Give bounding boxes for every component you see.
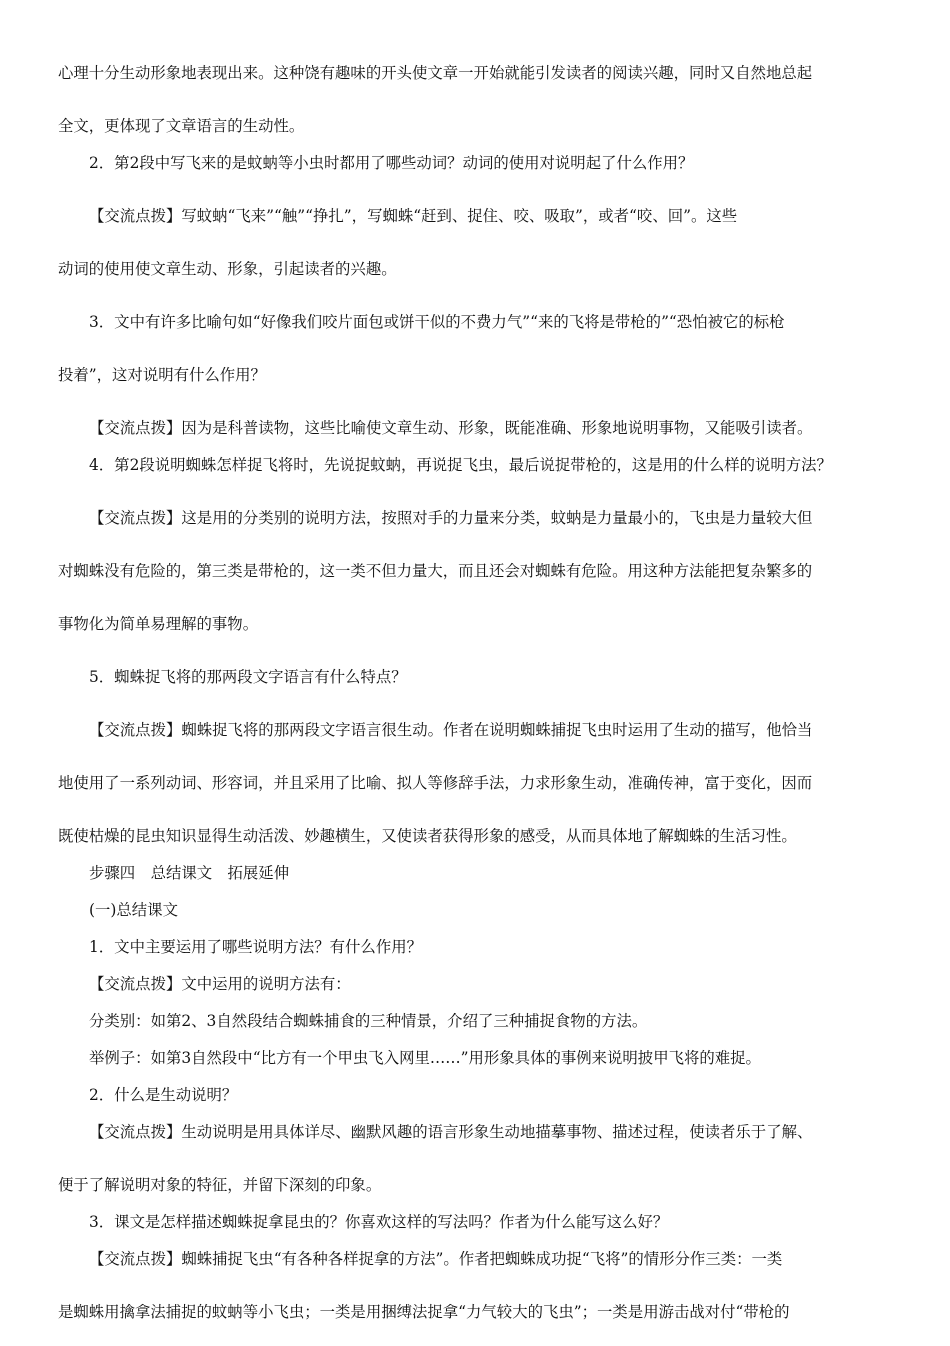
answer-4-line: 事物化为简单易理解的事物。: [58, 615, 259, 633]
question-3-line: 投着”，这对说明有什么作用？: [58, 366, 266, 384]
question-2: 2．第2段中写飞来的是蚊蚋等小虫时都用了哪些动词？动词的使用对说明起了什么作用？: [89, 154, 694, 172]
summary-answer-3-line: 【交流点拨】蜘蛛捕捉飞虫“有各种各样捉拿的方法”。作者把蜘蛛成功捉“飞将”的情形分作三类：一类: [89, 1250, 783, 1268]
paragraph-line: 心理十分生动形象地表现出来。这种饶有趣味的开头使文章一开始就能引发读者的阅读兴趣，同时又自然地总起: [58, 64, 813, 82]
document-page: [58, 62, 898, 1323]
summary-question-3: 3．课文是怎样描述蜘蛛捉拿昆虫的？你喜欢这样的写法吗？作者为什么能写这么好？: [89, 1213, 669, 1231]
method-example: 举例子：如第3自然段中“比方有一个甲虫飞入网里……”用形象具体的事例来说明披甲飞将的难捉。: [89, 1049, 761, 1067]
answer-5-line: 既使枯燥的昆虫知识显得生动活泼、妙趣横生，又使读者获得形象的感受，从而具体地了解蜘蛛的生活习性。: [58, 827, 797, 845]
method-classification: 分类别：如第2、3自然段结合蜘蛛捕食的三种情景，介绍了三种捕捉食物的方法。: [89, 1012, 648, 1030]
summary-answer-3-line: 是蜘蛛用擒拿法捕捉的蚊蚋等小飞虫；一类是用捆缚法捉拿“力气较大的飞虫”；一类是用游击战对付“带枪的: [58, 1303, 790, 1321]
summary-question-1: 1．文中主要运用了哪些说明方法？有什么作用？: [89, 938, 422, 956]
paragraph-line: 全文，更体现了文章语言的生动性。: [58, 117, 305, 135]
summary-answer-2-line: 便于了解说明对象的特征，并留下深刻的印象。: [58, 1176, 382, 1194]
answer-4-line: 对蜘蛛没有危险的，第三类是带枪的，这一类不但力量大，而且还会对蜘蛛有危险。用这种方法能把复杂繁多的: [58, 562, 813, 580]
answer-5-line: 【交流点拨】蜘蛛捉飞将的那两段文字语言很生动。作者在说明蜘蛛捕捉飞虫时运用了生动的描写，他恰当: [89, 721, 813, 739]
question-4: 4．第2段说明蜘蛛怎样捉飞将时，先说捉蚊蚋，再说捉飞虫，最后说捉带枪的，这是用的什么样的说明方法？: [89, 456, 832, 474]
summary-answer-1: 【交流点拨】文中运用的说明方法有：: [89, 975, 351, 993]
summary-question-2: 2．什么是生动说明？: [89, 1086, 238, 1104]
question-3: 3．文中有许多比喻句如“好像我们咬片面包或饼干似的不费力气”“来的飞将是带枪的”“恐怕被它的标枪: [89, 313, 785, 331]
summary-answer-2-line: 【交流点拨】生动说明是用具体详尽、幽默风趣的语言形象生动地描摹事物、描述过程，使读者乐于了解、: [89, 1123, 813, 1141]
answer-2-line: 动词的使用使文章生动、形象，引起读者的兴趣。: [58, 260, 397, 278]
answer-5-line: 地使用了一系列动词、形容词，并且采用了比喻、拟人等修辞手法，力求形象生动，准确传神，富于变化，因而: [58, 774, 813, 792]
answer-2-line: 【交流点拨】写蚊蚋“飞来”“触”“挣扎”，写蜘蛛“赶到、捉住、咬、吸取”，或者“咬、回”。这些: [89, 207, 738, 225]
answer-3: 【交流点拨】因为是科普读物，这些比喻使文章生动、形象，既能准确、形象地说明事物，又能吸引读者。: [89, 419, 813, 437]
step-heading: 步骤四 总结课文 拓展延伸: [89, 864, 290, 882]
section-heading: (一)总结课文: [89, 901, 178, 919]
answer-4-line: 【交流点拨】这是用的分类别的说明方法，按照对手的力量来分类，蚊蚋是力量最小的，飞虫是力量较大但: [89, 509, 813, 527]
question-5: 5．蜘蛛捉飞将的那两段文字语言有什么特点？: [89, 668, 407, 686]
